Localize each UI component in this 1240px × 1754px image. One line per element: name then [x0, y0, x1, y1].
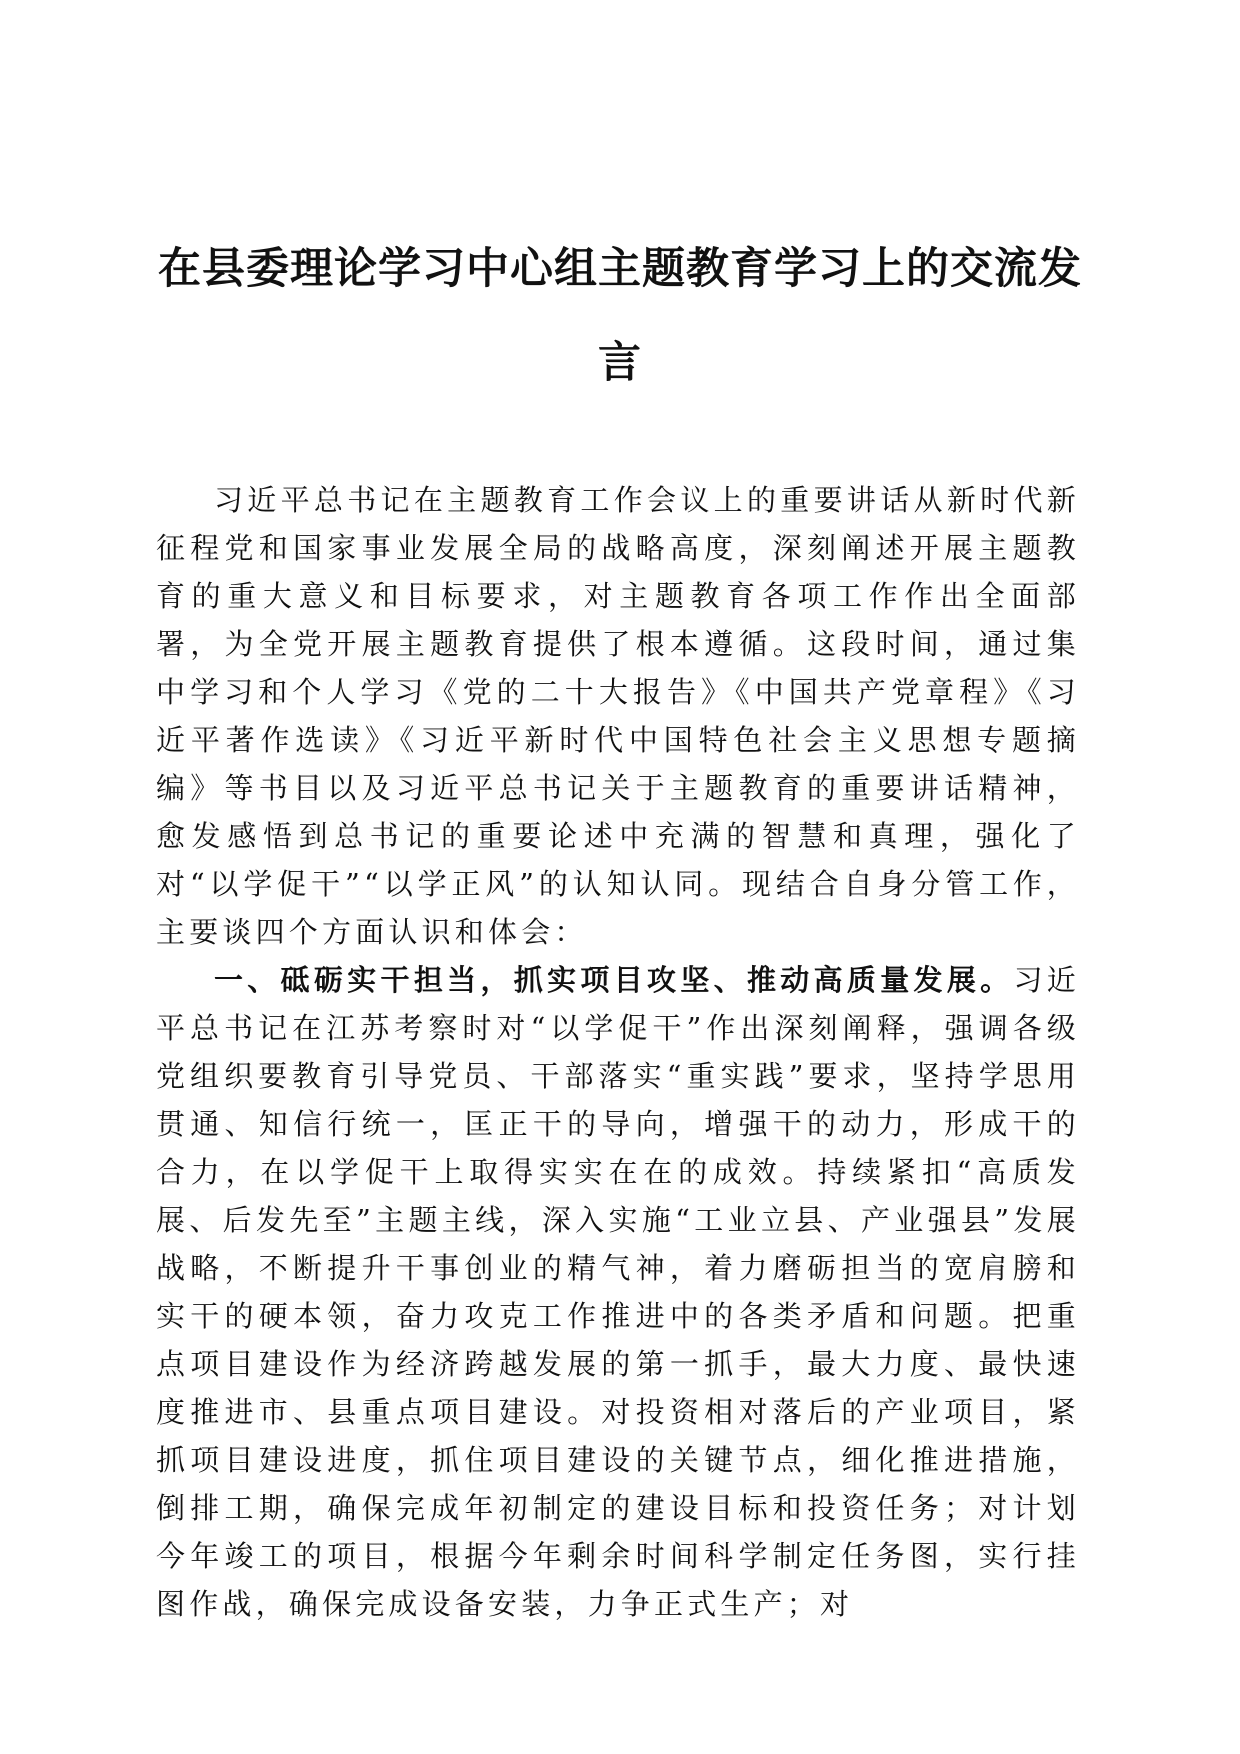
- section-one-text: 习近平总书记在江苏考察时对“以学促干”作出深刻阐释，强调各级党组织要教育引导党员、干部落实“重实践”要求，坚持学思用贯通、知信行统一，匡正干的导向，增强干的动力，形成干的合力，在以学促干上取得实实在在的成效。持续紧扣“高质发展、后发先至”主题主线，深入实施“工业立县、产业强县”发展战略，不断提升干事创业的精气神，着力磨砺担当的宽肩膀和实干的硬本领，奋力攻克工作推进中的各类矛盾和问题。把重点项目建设作为经济跨越发展的第一抓手，最大力度、最快速度推进市、县重点项目建设。对投资相对落后的产业项目，紧抓项目建设进度，抓住项目建设的关键节点，细化推进措施，倒排工期，确保完成年初制定的建设目标和投资任务；对计划今年竣工的项目，根据今年剩余时间科学制定任务图，实行挂图作战，确保完成设备安装，力争正式生产；对: [156, 963, 1080, 1621]
- section-one-heading: 一、砥砺实干担当，抓实项目攻坚、推动高质量发展。: [214, 963, 1014, 997]
- document-title: 在县委理论学习中心组主题教育学习上的交流发言: [158, 244, 1082, 388]
- intro-paragraph: 习近平总书记在主题教育工作会议上的重要讲话从新时代新征程党和国家事业发展全局的战略高度，深刻阐述开展主题教育的重大意义和目标要求，对主题教育各项工作作出全面部署，为全党开展主题教育提供了根本遵循。这段时间，通过集中学习和个人学习《党的二十大报告》《中国共产党章程》《习近平著作选读》《习近平新时代中国特色社会主义思想专题摘编》等书目以及习近平总书记关于主题教育的重要讲话精神，愈发感悟到总书记的重要论述中充满的智慧和真理，强化了对“以学促干”“以学正风”的认知认同。现结合自身分管工作，主要谈四个方面认识和体会：: [156, 483, 1080, 949]
- document-body: [156, 476, 1080, 1628]
- section-one-paragraph: [156, 956, 1080, 1628]
